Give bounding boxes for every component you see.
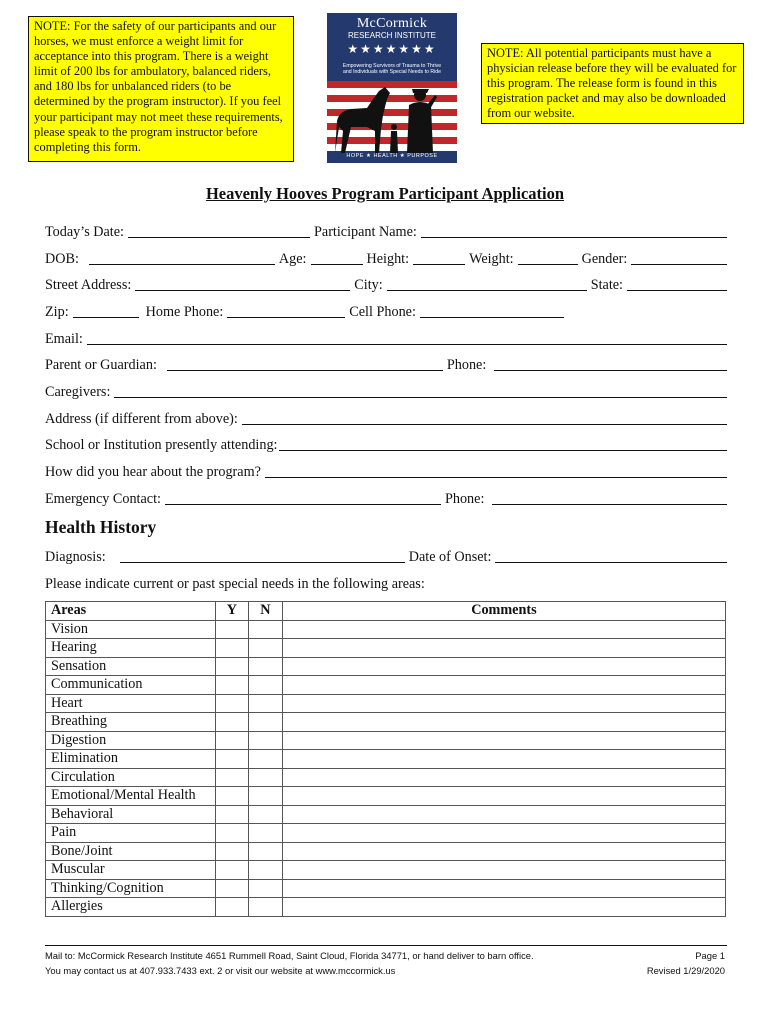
participant-name-label: Participant Name: <box>314 224 417 240</box>
row-dob-demographics <box>45 250 727 268</box>
area-label: Sensation <box>46 657 216 676</box>
table-row <box>46 879 726 898</box>
diagnosis-label: Diagnosis: <box>45 549 106 565</box>
table-header-row <box>46 602 726 621</box>
comments-cell[interactable] <box>282 861 725 880</box>
table-row <box>46 842 726 861</box>
row-email <box>45 330 727 348</box>
cell-phone-label: Cell Phone: <box>349 304 416 320</box>
special-needs-table <box>45 601 726 917</box>
footer-right <box>647 949 725 978</box>
comments-cell[interactable] <box>282 842 725 861</box>
no-cell[interactable] <box>248 620 282 639</box>
gender-field[interactable] <box>631 252 727 265</box>
row-street-city-state <box>45 276 727 294</box>
height-field[interactable] <box>413 252 465 265</box>
area-label: Breathing <box>46 713 216 732</box>
area-label: Elimination <box>46 750 216 769</box>
horse-soldier-silhouette-icon <box>327 81 457 163</box>
participant-name-field[interactable] <box>421 225 727 238</box>
area-label: Allergies <box>46 898 216 917</box>
table-row <box>46 805 726 824</box>
weight-label: Weight: <box>469 251 514 267</box>
dob-field[interactable] <box>89 252 275 265</box>
area-label: Vision <box>46 620 216 639</box>
footer-contact-text: You may contact us at 407.933.7433 ext. 2 or visit our website at www.mccormick.us <box>45 964 396 976</box>
zip-field[interactable] <box>73 305 139 318</box>
city-field[interactable] <box>387 278 587 291</box>
physician-release-note: NOTE: All potential participants must have a physician release before they will be evaluated for this program. The release form is found in this registration packet and may also be downloaded from our website. <box>481 43 744 124</box>
comments-cell[interactable] <box>282 787 725 806</box>
parent-phone-field[interactable] <box>494 358 727 371</box>
comments-cell[interactable] <box>282 713 725 732</box>
comments-cell[interactable] <box>282 731 725 750</box>
street-address-label: Street Address: <box>45 277 132 293</box>
logo-tagline-line-2: and Individuals with Special Needs to Ride <box>342 69 442 76</box>
row-caregivers <box>45 383 727 401</box>
todays-date-label: Today’s Date: <box>45 224 124 240</box>
logo-stars: ★★★★★★★ <box>347 42 437 56</box>
table-row <box>46 620 726 639</box>
weight-limit-note <box>28 16 294 162</box>
parent-guardian-label: Parent or Guardian: <box>45 357 157 373</box>
logo-tagline-line-1: Empowering Survivors of Trauma to Thrive <box>342 63 442 69</box>
page-number: Page 1 <box>695 950 725 961</box>
row-emergency-contact <box>45 490 727 508</box>
table-row <box>46 750 726 769</box>
no-cell[interactable] <box>248 713 282 732</box>
revision-date: Revised 1/29/2020 <box>646 964 725 976</box>
home-phone-field[interactable] <box>227 305 345 318</box>
no-cell[interactable] <box>248 861 282 880</box>
comments-cell[interactable] <box>282 639 725 658</box>
yes-cell[interactable] <box>215 805 248 824</box>
alt-address-label: Address (if different from above): <box>45 411 238 427</box>
mccormick-logo <box>327 13 457 163</box>
cell-phone-field[interactable] <box>420 305 564 318</box>
yes-cell[interactable] <box>215 639 248 658</box>
table-row <box>46 713 726 732</box>
no-cell[interactable] <box>248 639 282 658</box>
row-parent-guardian <box>45 356 727 374</box>
no-cell[interactable] <box>248 768 282 787</box>
footer-divider <box>45 945 727 946</box>
city-label: City: <box>354 277 383 293</box>
school-field[interactable] <box>279 438 728 451</box>
gender-label: Gender: <box>581 251 628 267</box>
yes-cell[interactable] <box>215 676 248 695</box>
comments-cell[interactable] <box>282 676 725 695</box>
comments-header: Comments <box>282 602 725 621</box>
no-cell[interactable] <box>248 676 282 695</box>
table-row <box>46 676 726 695</box>
logo-subtitle: RESEARCH INSTITUTE <box>347 31 436 40</box>
table-row <box>46 768 726 787</box>
row-instruction <box>45 575 727 593</box>
state-label: State: <box>590 277 623 293</box>
yes-cell[interactable] <box>215 713 248 732</box>
table-row <box>46 898 726 917</box>
table-row <box>46 861 726 880</box>
comments-cell[interactable] <box>282 879 725 898</box>
footer-left <box>45 949 534 978</box>
email-label: Email: <box>45 331 83 347</box>
yes-cell[interactable] <box>215 861 248 880</box>
how-heard-label: How did you hear about the program? <box>45 464 261 480</box>
footer-mail-text: Mail to: McCormick Research Institute 4651 Rummell Road, Saint Cloud, Florida 34771, or hand deliver to barn office. <box>45 950 534 961</box>
logo-footer: HOPE ★ HEALTH ★ PURPOSE <box>346 153 438 159</box>
yes-cell[interactable] <box>215 731 248 750</box>
no-cell[interactable] <box>248 694 282 713</box>
table-row <box>46 824 726 843</box>
zip-label: Zip: <box>45 304 69 320</box>
area-label: Circulation <box>46 768 216 787</box>
table-row <box>46 657 726 676</box>
area-label: Thinking/Cognition <box>46 879 216 898</box>
yes-cell[interactable] <box>215 787 248 806</box>
parent-phone-label: Phone: <box>446 357 487 373</box>
diagnosis-field[interactable] <box>120 550 405 563</box>
area-label: Heart <box>46 694 216 713</box>
comments-cell[interactable] <box>282 768 725 787</box>
row-date-name <box>45 223 727 241</box>
no-header: N <box>248 602 282 621</box>
area-label: Muscular <box>46 861 216 880</box>
table-row <box>46 639 726 658</box>
comments-cell[interactable] <box>282 824 725 843</box>
row-diagnosis <box>45 548 727 566</box>
comments-cell[interactable] <box>282 694 725 713</box>
parent-guardian-field[interactable] <box>167 358 443 371</box>
dob-label: DOB: <box>45 251 79 267</box>
date-of-onset-field[interactable] <box>495 550 727 563</box>
no-cell[interactable] <box>248 731 282 750</box>
no-cell[interactable] <box>248 805 282 824</box>
email-field[interactable] <box>87 332 727 345</box>
emergency-contact-field[interactable] <box>165 492 441 505</box>
no-cell[interactable] <box>248 657 282 676</box>
street-address-field[interactable] <box>135 278 350 291</box>
weight-limit-note-text: NOTE: For the safety of our participants and our horses, we must enforce a weight limit for acceptance into this program. There is a weight limit of 200 lbs for ambulatory, balanced riders, and 180 lbs for unbalanced riders (to be determined by the program instructor). If you feel your participant may not meet these requirements, please speak to the program instructor before completing this form. <box>34 19 288 155</box>
weight-field[interactable] <box>518 252 578 265</box>
yes-cell[interactable] <box>215 824 248 843</box>
comments-cell[interactable] <box>282 620 725 639</box>
no-cell[interactable] <box>248 824 282 843</box>
date-of-onset-label: Date of Onset: <box>408 549 492 565</box>
logo-name: McCormick <box>356 16 428 31</box>
health-history-heading: Health History <box>45 517 157 537</box>
area-label: Pain <box>46 824 216 843</box>
school-label: School or Institution presently attending: <box>45 437 278 453</box>
area-label: Bone/Joint <box>46 842 216 861</box>
no-cell[interactable] <box>248 750 282 769</box>
no-cell[interactable] <box>248 879 282 898</box>
state-field[interactable] <box>627 278 727 291</box>
table-row <box>46 731 726 750</box>
logo-tagline <box>327 63 457 76</box>
comments-cell[interactable] <box>282 750 725 769</box>
no-cell[interactable] <box>248 787 282 806</box>
yes-cell[interactable] <box>215 657 248 676</box>
table-row <box>46 787 726 806</box>
comments-cell[interactable] <box>282 898 725 917</box>
home-phone-label: Home Phone: <box>145 304 224 320</box>
no-cell[interactable] <box>248 842 282 861</box>
emergency-phone-label: Phone: <box>444 491 485 507</box>
yes-cell[interactable] <box>215 768 248 787</box>
age-field[interactable] <box>311 252 363 265</box>
yes-cell[interactable] <box>215 694 248 713</box>
row-how-heard <box>45 463 727 481</box>
row-school <box>45 436 727 454</box>
comments-cell[interactable] <box>282 657 725 676</box>
comments-cell[interactable] <box>282 805 725 824</box>
area-label: Digestion <box>46 731 216 750</box>
yes-cell[interactable] <box>215 750 248 769</box>
area-label: Behavioral <box>46 805 216 824</box>
row-zip-phones <box>45 303 727 321</box>
area-label: Communication <box>46 676 216 695</box>
emergency-phone-field[interactable] <box>492 492 727 505</box>
area-label: Hearing <box>46 639 216 658</box>
emergency-contact-label: Emergency Contact: <box>45 491 161 507</box>
area-label: Emotional/Mental Health <box>46 787 216 806</box>
caregivers-label: Caregivers: <box>45 384 111 400</box>
table-row <box>46 694 726 713</box>
alt-address-field[interactable] <box>242 412 727 425</box>
how-heard-field[interactable] <box>265 465 727 478</box>
form-title: Heavenly Hooves Program Participant Application <box>205 184 565 203</box>
row-alt-address <box>45 410 727 428</box>
areas-header: Areas <box>46 602 216 621</box>
caregivers-field[interactable] <box>114 385 727 398</box>
yes-cell[interactable] <box>215 898 248 917</box>
yes-cell[interactable] <box>215 620 248 639</box>
special-needs-instruction: Please indicate current or past special needs in the following areas: <box>45 576 425 592</box>
yes-cell[interactable] <box>215 842 248 861</box>
yes-cell[interactable] <box>215 879 248 898</box>
todays-date-field[interactable] <box>128 225 310 238</box>
no-cell[interactable] <box>248 898 282 917</box>
height-label: Height: <box>366 251 410 267</box>
age-label: Age: <box>278 251 307 267</box>
yes-header: Y <box>215 602 248 621</box>
